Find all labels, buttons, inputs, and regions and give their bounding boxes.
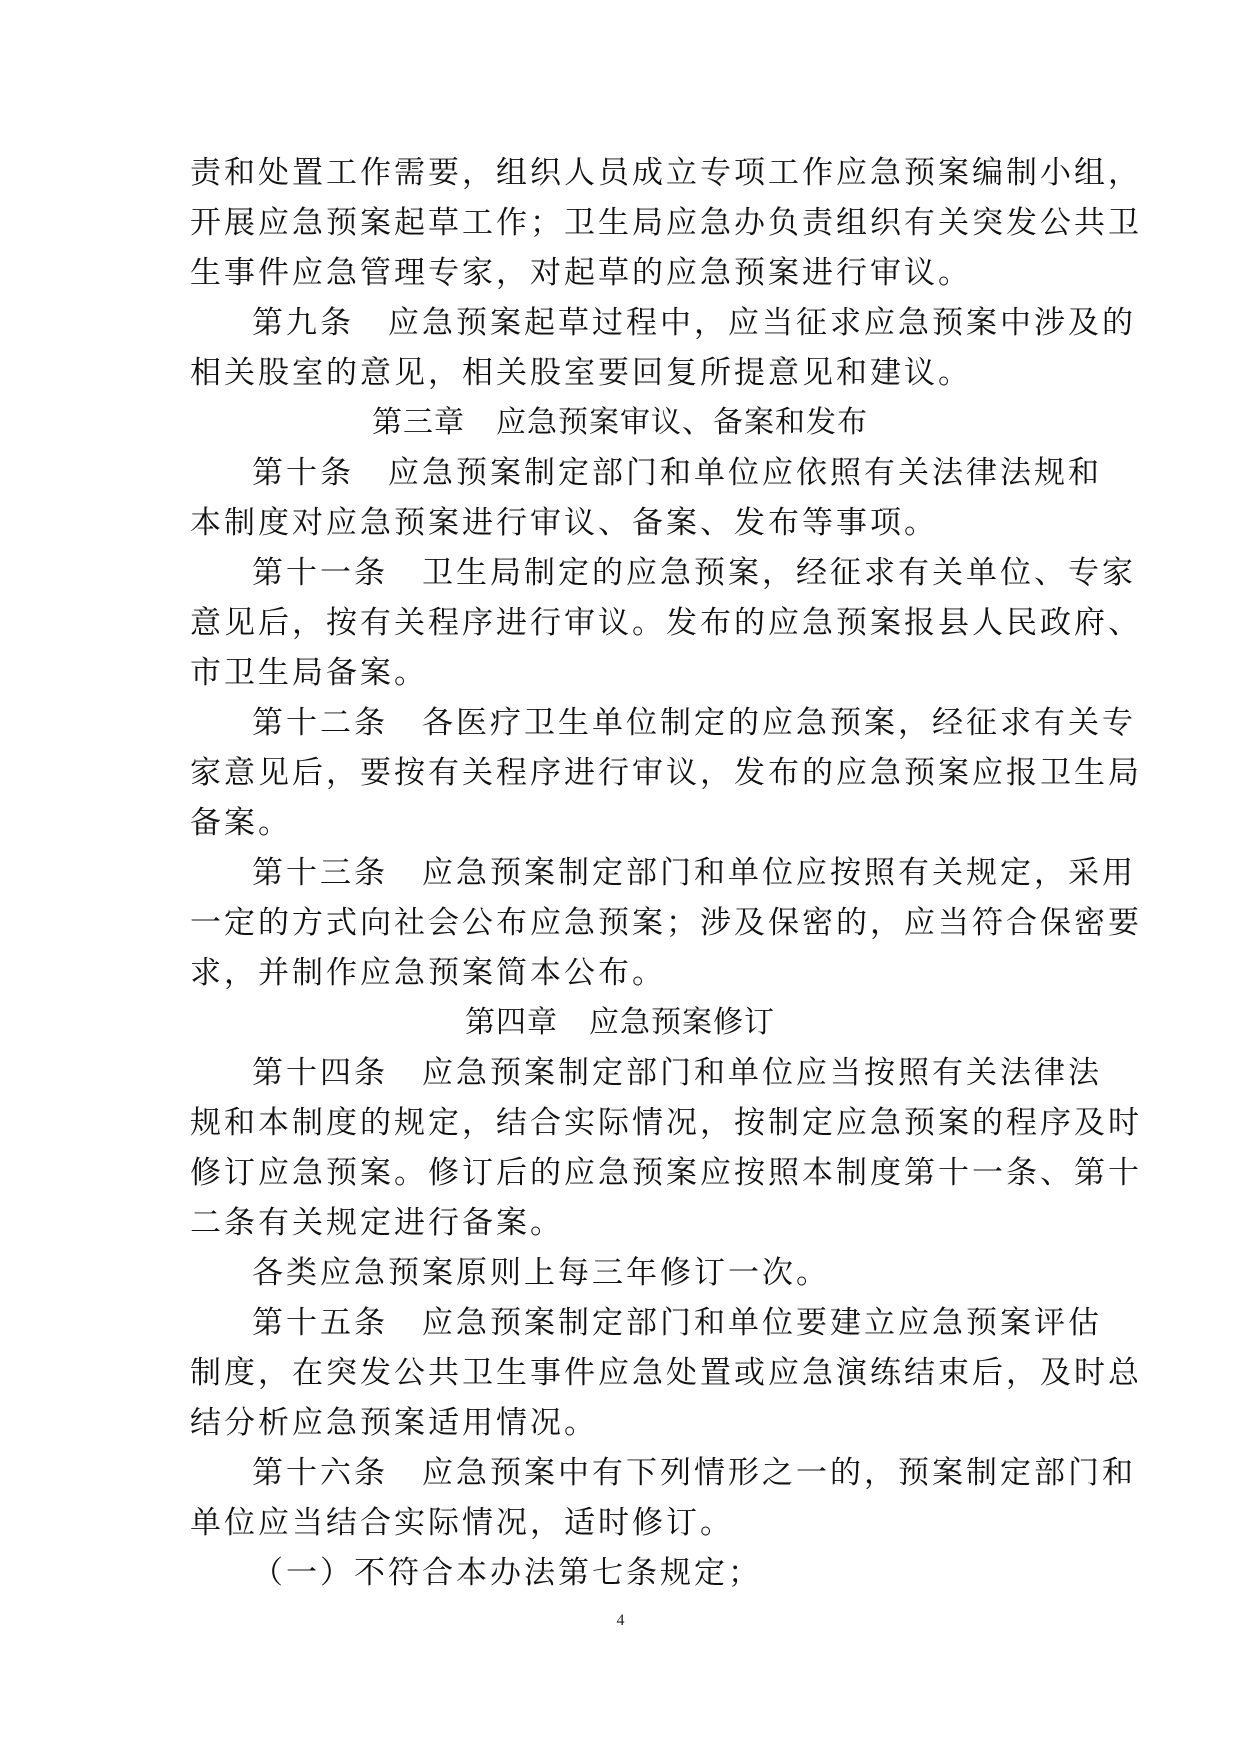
paragraph-line: 本制度对应急预案进行审议、备案、发布等事项。 bbox=[190, 505, 938, 541]
paragraph-line: 一定的方式向社会公布应急预案；涉及保密的，应当符合保密要 bbox=[190, 905, 1142, 941]
paragraph-line: 备案。 bbox=[190, 805, 292, 841]
paragraph-line: 二条有关规定进行备案。 bbox=[190, 1205, 564, 1241]
paragraph-line: 各类应急预案原则上每三年修订一次。 bbox=[252, 1255, 830, 1291]
paragraph-line: 修订应急预案。修订后的应急预案应按照本制度第十一条、第十 bbox=[190, 1155, 1142, 1191]
article-10-line: 第十条 应急预案制定部门和单位应依照有关法律法规和 bbox=[252, 455, 1102, 491]
paragraph-line: 求，并制作应急预案简本公布。 bbox=[190, 955, 666, 991]
article-15-line: 第十五条 应急预案制定部门和单位要建立应急预案评估 bbox=[252, 1305, 1102, 1341]
paragraph-line: 制度，在突发公共卫生事件应急处置或应急演练结束后，及时总 bbox=[190, 1355, 1142, 1391]
list-item-line: （一）不符合本办法第七条规定； bbox=[252, 1555, 762, 1591]
paragraph-line: 责和处置工作需要，组织人员成立专项工作应急预案编制小组， bbox=[190, 155, 1142, 191]
page-number: 4 bbox=[616, 1612, 625, 1629]
paragraph-line: 结分析应急预案适用情况。 bbox=[190, 1405, 598, 1441]
article-12-line: 第十二条 各医疗卫生单位制定的应急预案，经征求有关专 bbox=[252, 705, 1136, 741]
paragraph-line: 市卫生局备案。 bbox=[190, 655, 428, 691]
paragraph-line: 生事件应急管理专家，对起草的应急预案进行审议。 bbox=[190, 255, 972, 291]
document-body bbox=[190, 148, 1142, 1598]
article-14-line: 第十四条 应急预案制定部门和单位应当按照有关法律法 bbox=[252, 1055, 1102, 1091]
chapter-3-heading: 第三章 应急预案审议、备案和发布 bbox=[372, 405, 868, 440]
paragraph-line: 家意见后，要按有关程序进行审议，发布的应急预案应报卫生局 bbox=[190, 755, 1142, 791]
article-11-line: 第十一条 卫生局制定的应急预案，经征求有关单位、专家 bbox=[252, 555, 1136, 591]
article-9-line: 第九条 应急预案起草过程中，应当征求应急预案中涉及的 bbox=[252, 305, 1136, 341]
paragraph-line: 意见后，按有关程序进行审议。发布的应急预案报县人民政府、 bbox=[190, 605, 1142, 641]
paragraph-line: 单位应当结合实际情况，适时修订。 bbox=[190, 1505, 734, 1541]
paragraph-line: 相关股室的意见，相关股室要回复所提意见和建议。 bbox=[190, 355, 972, 391]
article-13-line: 第十三条 应急预案制定部门和单位应按照有关规定，采用 bbox=[252, 855, 1136, 891]
paragraph-line: 开展应急预案起草工作；卫生局应急办负责组织有关突发公共卫 bbox=[190, 205, 1142, 241]
article-16-line: 第十六条 应急预案中有下列情形之一的，预案制定部门和 bbox=[252, 1455, 1136, 1491]
chapter-4-heading: 第四章 应急预案修订 bbox=[465, 1005, 775, 1040]
paragraph-line: 规和本制度的规定，结合实际情况，按制定应急预案的程序及时 bbox=[190, 1105, 1142, 1141]
